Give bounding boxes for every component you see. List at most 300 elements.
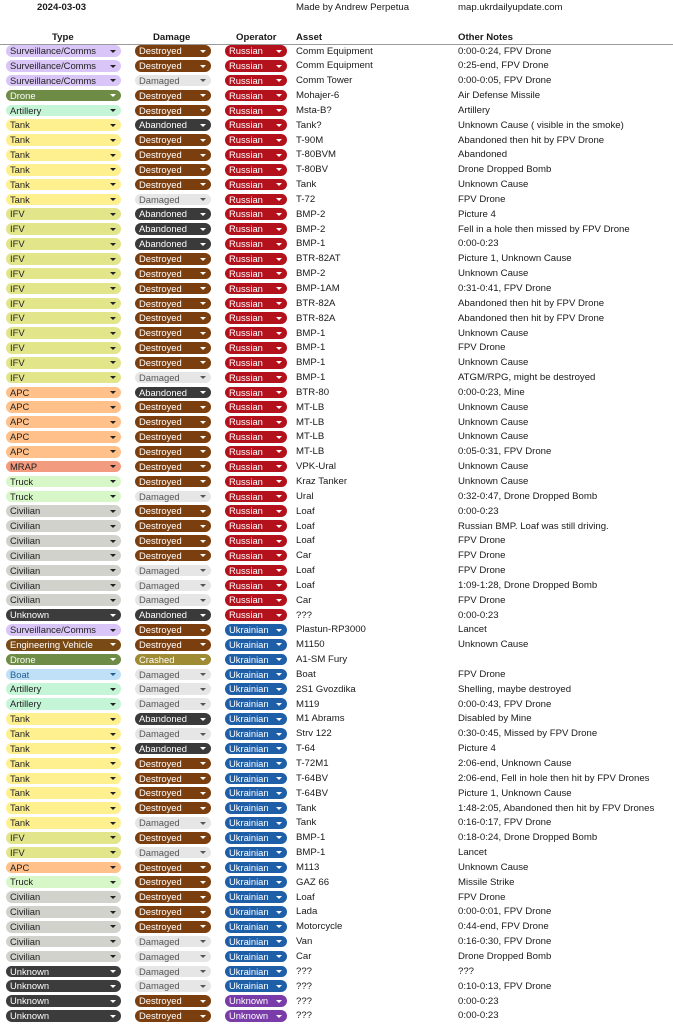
chevron-down-icon xyxy=(110,213,116,216)
operator-dropdown[interactable] xyxy=(225,891,287,903)
operator-dropdown[interactable] xyxy=(225,832,287,844)
damage-value: Abandoned xyxy=(139,713,187,725)
asset-cell: Van xyxy=(296,936,313,948)
chevron-down-icon xyxy=(110,406,116,409)
type-dropdown[interactable] xyxy=(6,683,121,695)
operator-dropdown[interactable] xyxy=(225,580,287,592)
type-dropdown[interactable] xyxy=(6,832,121,844)
operator-dropdown[interactable] xyxy=(225,431,287,443)
damage-dropdown[interactable] xyxy=(135,787,211,799)
operator-value: Ukrainian xyxy=(229,713,269,725)
operator-dropdown[interactable] xyxy=(225,372,287,384)
type-dropdown[interactable] xyxy=(6,283,121,295)
type-dropdown[interactable] xyxy=(6,342,121,354)
damage-dropdown[interactable] xyxy=(135,832,211,844)
type-dropdown[interactable] xyxy=(6,743,121,755)
asset-cell: Tank? xyxy=(296,119,322,131)
asset-cell: Car xyxy=(296,594,312,606)
operator-dropdown[interactable] xyxy=(225,179,287,191)
operator-dropdown[interactable] xyxy=(225,105,287,117)
table-row xyxy=(0,489,673,504)
type-dropdown[interactable] xyxy=(6,134,121,146)
type-dropdown[interactable] xyxy=(6,995,121,1007)
type-dropdown[interactable] xyxy=(6,164,121,176)
operator-value: Russian xyxy=(229,163,263,175)
damage-dropdown[interactable] xyxy=(135,312,211,324)
damage-dropdown[interactable] xyxy=(135,446,211,458)
type-dropdown[interactable] xyxy=(6,594,121,606)
chevron-down-icon xyxy=(276,154,282,157)
operator-dropdown[interactable] xyxy=(225,505,287,517)
chevron-down-icon xyxy=(200,258,206,261)
type-value: Boat xyxy=(10,668,30,680)
damage-dropdown[interactable] xyxy=(135,802,211,814)
damage-dropdown[interactable] xyxy=(135,1010,211,1022)
notes-cell: Unknown Cause xyxy=(458,461,529,473)
damage-dropdown[interactable] xyxy=(135,565,211,577)
chevron-down-icon xyxy=(200,554,206,557)
damage-dropdown[interactable] xyxy=(135,134,211,146)
chevron-down-icon xyxy=(276,599,282,602)
type-dropdown[interactable] xyxy=(6,119,121,131)
header-notes: Other Notes xyxy=(458,32,513,43)
operator-dropdown[interactable] xyxy=(225,387,287,399)
damage-dropdown[interactable] xyxy=(135,609,211,621)
chevron-down-icon xyxy=(110,658,116,661)
operator-dropdown[interactable] xyxy=(225,609,287,621)
type-value: Civilian xyxy=(10,950,41,962)
damage-dropdown[interactable] xyxy=(135,164,211,176)
operator-dropdown[interactable] xyxy=(225,966,287,978)
chevron-down-icon xyxy=(200,822,206,825)
chevron-down-icon xyxy=(276,465,282,468)
chevron-down-icon xyxy=(200,599,206,602)
type-dropdown[interactable] xyxy=(6,149,121,161)
operator-dropdown[interactable] xyxy=(225,639,287,651)
notes-cell: Unknown Cause xyxy=(458,416,529,428)
damage-dropdown[interactable] xyxy=(135,639,211,651)
notes-cell: 0:16-0:30, FPV Drone xyxy=(458,936,552,948)
type-value: Truck xyxy=(10,475,34,487)
top-bar xyxy=(0,0,673,16)
chevron-down-icon xyxy=(276,718,282,721)
damage-dropdown[interactable] xyxy=(135,594,211,606)
chevron-down-icon xyxy=(276,495,282,498)
damage-value: Damaged xyxy=(139,564,180,576)
damage-dropdown[interactable] xyxy=(135,966,211,978)
damage-value: Destroyed xyxy=(139,104,182,116)
type-value: Civilian xyxy=(10,594,41,606)
type-dropdown[interactable] xyxy=(6,669,121,681)
operator-dropdown[interactable] xyxy=(225,401,287,413)
type-dropdown[interactable] xyxy=(6,45,121,57)
chevron-down-icon xyxy=(110,332,116,335)
type-dropdown[interactable] xyxy=(6,787,121,799)
type-dropdown[interactable] xyxy=(6,327,121,339)
notes-cell: 0:00-0:43, FPV Drone xyxy=(458,698,552,710)
damage-value: Damaged xyxy=(139,668,180,680)
operator-dropdown[interactable] xyxy=(225,342,287,354)
chevron-down-icon xyxy=(110,198,116,201)
type-dropdown[interactable] xyxy=(6,847,121,859)
operator-dropdown[interactable] xyxy=(225,164,287,176)
chevron-down-icon xyxy=(110,747,116,750)
chevron-down-icon xyxy=(200,332,206,335)
type-dropdown[interactable] xyxy=(6,906,121,918)
damage-dropdown[interactable] xyxy=(135,119,211,131)
notes-cell: 0:00-0:23 xyxy=(458,995,499,1007)
table-row xyxy=(0,415,673,430)
type-dropdown[interactable] xyxy=(6,401,121,413)
type-value: IFV xyxy=(10,282,25,294)
type-dropdown[interactable] xyxy=(6,387,121,399)
operator-dropdown[interactable] xyxy=(225,698,287,710)
damage-dropdown[interactable] xyxy=(135,179,211,191)
asset-cell: Car xyxy=(296,950,312,962)
asset-cell: Tank xyxy=(296,817,317,829)
operator-dropdown[interactable] xyxy=(225,876,287,888)
type-dropdown[interactable] xyxy=(6,238,121,250)
damage-dropdown[interactable] xyxy=(135,208,211,220)
damage-dropdown[interactable] xyxy=(135,372,211,384)
operator-dropdown[interactable] xyxy=(225,90,287,102)
damage-dropdown[interactable] xyxy=(135,283,211,295)
operator-dropdown[interactable] xyxy=(225,728,287,740)
type-value: Engineering Vehicle xyxy=(10,638,93,650)
type-dropdown[interactable] xyxy=(6,312,121,324)
damage-dropdown[interactable] xyxy=(135,327,211,339)
type-dropdown[interactable] xyxy=(6,520,121,532)
chevron-down-icon xyxy=(276,584,282,587)
damage-dropdown[interactable] xyxy=(135,713,211,725)
operator-dropdown[interactable] xyxy=(225,149,287,161)
type-dropdown[interactable] xyxy=(6,90,121,102)
damage-dropdown[interactable] xyxy=(135,505,211,517)
operator-value: Ukrainian xyxy=(229,653,269,665)
damage-dropdown[interactable] xyxy=(135,817,211,829)
operator-dropdown[interactable] xyxy=(225,194,287,206)
type-dropdown[interactable] xyxy=(6,980,121,992)
damage-dropdown[interactable] xyxy=(135,921,211,933)
damage-value: Abandoned xyxy=(139,742,187,754)
damage-value: Destroyed xyxy=(139,520,182,532)
damage-dropdown[interactable] xyxy=(135,698,211,710)
damage-dropdown[interactable] xyxy=(135,461,211,473)
operator-dropdown[interactable] xyxy=(225,119,287,131)
chevron-down-icon xyxy=(200,94,206,97)
type-dropdown[interactable] xyxy=(6,654,121,666)
chevron-down-icon xyxy=(110,985,116,988)
asset-cell: BMP-1 xyxy=(296,342,326,354)
operator-dropdown[interactable] xyxy=(225,921,287,933)
damage-dropdown[interactable] xyxy=(135,951,211,963)
header-damage: Damage xyxy=(153,32,191,43)
operator-dropdown[interactable] xyxy=(225,45,287,57)
type-value: Civilian xyxy=(10,549,41,561)
operator-dropdown[interactable] xyxy=(225,906,287,918)
type-dropdown[interactable] xyxy=(6,802,121,814)
type-dropdown[interactable] xyxy=(6,728,121,740)
type-dropdown[interactable] xyxy=(6,491,121,503)
type-dropdown[interactable] xyxy=(6,565,121,577)
operator-dropdown[interactable] xyxy=(225,995,287,1007)
operator-value: Russian xyxy=(229,178,263,190)
operator-dropdown[interactable] xyxy=(225,847,287,859)
damage-dropdown[interactable] xyxy=(135,550,211,562)
type-dropdown[interactable] xyxy=(6,223,121,235)
operator-dropdown[interactable] xyxy=(225,951,287,963)
operator-dropdown[interactable] xyxy=(225,594,287,606)
type-dropdown[interactable] xyxy=(6,698,121,710)
operator-dropdown[interactable] xyxy=(225,75,287,87)
damage-dropdown[interactable] xyxy=(135,401,211,413)
type-dropdown[interactable] xyxy=(6,550,121,562)
asset-cell: Loaf xyxy=(296,579,315,591)
notes-cell: Abandoned then hit by FPV Drone xyxy=(458,312,605,324)
damage-dropdown[interactable] xyxy=(135,654,211,666)
operator-dropdown[interactable] xyxy=(225,817,287,829)
damage-dropdown[interactable] xyxy=(135,298,211,310)
asset-cell: Tank xyxy=(296,802,317,814)
type-value: Surveillance/Comms xyxy=(10,74,96,86)
asset-cell: MT-LB xyxy=(296,416,325,428)
operator-dropdown[interactable] xyxy=(225,565,287,577)
operator-dropdown[interactable] xyxy=(225,223,287,235)
operator-dropdown[interactable] xyxy=(225,491,287,503)
type-dropdown[interactable] xyxy=(6,446,121,458)
type-dropdown[interactable] xyxy=(6,891,121,903)
type-dropdown[interactable] xyxy=(6,817,121,829)
damage-dropdown[interactable] xyxy=(135,773,211,785)
type-dropdown[interactable] xyxy=(6,253,121,265)
type-dropdown[interactable] xyxy=(6,936,121,948)
operator-dropdown[interactable] xyxy=(225,980,287,992)
damage-dropdown[interactable] xyxy=(135,995,211,1007)
chevron-down-icon xyxy=(276,688,282,691)
operator-dropdown[interactable] xyxy=(225,520,287,532)
table-row xyxy=(0,445,673,460)
asset-cell: BMP-1 xyxy=(296,238,326,250)
damage-dropdown[interactable] xyxy=(135,491,211,503)
operator-dropdown[interactable] xyxy=(225,134,287,146)
damage-dropdown[interactable] xyxy=(135,253,211,265)
damage-value: Destroyed xyxy=(139,861,182,873)
operator-value: Ukrainian xyxy=(229,728,269,739)
type-dropdown[interactable] xyxy=(6,921,121,933)
operator-dropdown[interactable] xyxy=(225,327,287,339)
damage-dropdown[interactable] xyxy=(135,194,211,206)
type-dropdown[interactable] xyxy=(6,372,121,384)
operator-value: Unknown xyxy=(229,995,269,1007)
damage-dropdown[interactable] xyxy=(135,580,211,592)
asset-cell: BTR-82A xyxy=(296,312,336,324)
operator-dropdown[interactable] xyxy=(225,268,287,280)
operator-value: Russian xyxy=(229,609,263,621)
operator-dropdown[interactable] xyxy=(225,773,287,785)
damage-dropdown[interactable] xyxy=(135,238,211,250)
type-dropdown[interactable] xyxy=(6,951,121,963)
operator-dropdown[interactable] xyxy=(225,713,287,725)
damage-dropdown[interactable] xyxy=(135,980,211,992)
chevron-down-icon xyxy=(110,124,116,127)
damage-value: Damaged xyxy=(139,965,180,977)
type-dropdown[interactable] xyxy=(6,268,121,280)
damage-dropdown[interactable] xyxy=(135,906,211,918)
type-dropdown[interactable] xyxy=(6,105,121,117)
operator-dropdown[interactable] xyxy=(225,624,287,636)
operator-value: Russian xyxy=(229,460,263,472)
type-dropdown[interactable] xyxy=(6,624,121,636)
operator-dropdown[interactable] xyxy=(225,802,287,814)
damage-value: Destroyed xyxy=(139,312,182,324)
table-row xyxy=(0,282,673,297)
chevron-down-icon xyxy=(200,540,206,543)
damage-value: Abandoned xyxy=(139,208,187,220)
operator-dropdown[interactable] xyxy=(225,654,287,666)
damage-value: Destroyed xyxy=(139,327,182,339)
damage-dropdown[interactable] xyxy=(135,268,211,280)
damage-dropdown[interactable] xyxy=(135,876,211,888)
chevron-down-icon xyxy=(200,614,206,617)
type-dropdown[interactable] xyxy=(6,431,121,443)
type-dropdown[interactable] xyxy=(6,476,121,488)
operator-dropdown[interactable] xyxy=(225,253,287,265)
chevron-down-icon xyxy=(276,139,282,142)
operator-dropdown[interactable] xyxy=(225,60,287,72)
operator-dropdown[interactable] xyxy=(225,357,287,369)
damage-dropdown[interactable] xyxy=(135,683,211,695)
chevron-down-icon xyxy=(200,1000,206,1003)
damage-dropdown[interactable] xyxy=(135,45,211,57)
operator-dropdown[interactable] xyxy=(225,238,287,250)
damage-dropdown[interactable] xyxy=(135,387,211,399)
chevron-down-icon xyxy=(200,287,206,290)
type-value: IFV xyxy=(10,356,25,368)
type-dropdown[interactable] xyxy=(6,713,121,725)
type-dropdown[interactable] xyxy=(6,862,121,874)
damage-dropdown[interactable] xyxy=(135,105,211,117)
type-dropdown[interactable] xyxy=(6,758,121,770)
operator-dropdown[interactable] xyxy=(225,535,287,547)
chevron-down-icon xyxy=(276,940,282,943)
damage-value: Destroyed xyxy=(139,149,182,161)
type-dropdown[interactable] xyxy=(6,60,121,72)
chevron-down-icon xyxy=(276,807,282,810)
chevron-down-icon xyxy=(110,629,116,632)
damage-dropdown[interactable] xyxy=(135,728,211,740)
operator-dropdown[interactable] xyxy=(225,461,287,473)
damage-dropdown[interactable] xyxy=(135,75,211,87)
operator-value: Russian xyxy=(229,312,263,324)
type-dropdown[interactable] xyxy=(6,416,121,428)
operator-dropdown[interactable] xyxy=(225,683,287,695)
damage-dropdown[interactable] xyxy=(135,669,211,681)
table-row xyxy=(0,237,673,252)
table-row xyxy=(0,163,673,178)
type-dropdown[interactable] xyxy=(6,208,121,220)
chevron-down-icon xyxy=(110,361,116,364)
damage-dropdown[interactable] xyxy=(135,149,211,161)
operator-value: Russian xyxy=(229,193,263,205)
chevron-down-icon xyxy=(200,955,206,958)
damage-dropdown[interactable] xyxy=(135,416,211,428)
operator-dropdown[interactable] xyxy=(225,1010,287,1022)
type-dropdown[interactable] xyxy=(6,298,121,310)
table-row xyxy=(0,593,673,608)
type-dropdown[interactable] xyxy=(6,194,121,206)
damage-dropdown[interactable] xyxy=(135,862,211,874)
chevron-down-icon xyxy=(110,480,116,483)
damage-dropdown[interactable] xyxy=(135,847,211,859)
type-dropdown[interactable] xyxy=(6,580,121,592)
operator-dropdown[interactable] xyxy=(225,550,287,562)
type-dropdown[interactable] xyxy=(6,773,121,785)
type-value: Tank xyxy=(10,713,30,725)
type-dropdown[interactable] xyxy=(6,639,121,651)
notes-cell: FPV Drone xyxy=(458,342,506,354)
operator-dropdown[interactable] xyxy=(225,669,287,681)
damage-dropdown[interactable] xyxy=(135,357,211,369)
operator-dropdown[interactable] xyxy=(225,743,287,755)
operator-dropdown[interactable] xyxy=(225,208,287,220)
loss-table xyxy=(0,44,673,1024)
type-dropdown[interactable] xyxy=(6,357,121,369)
chevron-down-icon xyxy=(200,851,206,854)
operator-dropdown[interactable] xyxy=(225,298,287,310)
operator-dropdown[interactable] xyxy=(225,283,287,295)
damage-dropdown[interactable] xyxy=(135,90,211,102)
damage-dropdown[interactable] xyxy=(135,891,211,903)
notes-cell: 0:00-0:23 xyxy=(458,1010,499,1022)
damage-dropdown[interactable] xyxy=(135,223,211,235)
type-dropdown[interactable] xyxy=(6,75,121,87)
type-dropdown[interactable] xyxy=(6,505,121,517)
operator-dropdown[interactable] xyxy=(225,862,287,874)
damage-dropdown[interactable] xyxy=(135,758,211,770)
operator-value: Russian xyxy=(229,238,263,250)
damage-dropdown[interactable] xyxy=(135,520,211,532)
type-dropdown[interactable] xyxy=(6,535,121,547)
type-dropdown[interactable] xyxy=(6,609,121,621)
type-dropdown[interactable] xyxy=(6,461,121,473)
damage-dropdown[interactable] xyxy=(135,431,211,443)
operator-dropdown[interactable] xyxy=(225,758,287,770)
damage-dropdown[interactable] xyxy=(135,476,211,488)
damage-dropdown[interactable] xyxy=(135,60,211,72)
damage-dropdown[interactable] xyxy=(135,743,211,755)
type-value: Tank xyxy=(10,757,30,769)
table-row xyxy=(0,474,673,489)
damage-dropdown[interactable] xyxy=(135,342,211,354)
type-dropdown[interactable] xyxy=(6,179,121,191)
type-value: Artillery xyxy=(10,104,42,116)
chevron-down-icon xyxy=(110,970,116,973)
damage-dropdown[interactable] xyxy=(135,624,211,636)
operator-dropdown[interactable] xyxy=(225,476,287,488)
operator-dropdown[interactable] xyxy=(225,446,287,458)
type-dropdown[interactable] xyxy=(6,1010,121,1022)
type-dropdown[interactable] xyxy=(6,966,121,978)
operator-dropdown[interactable] xyxy=(225,936,287,948)
table-row xyxy=(0,267,673,282)
chevron-down-icon xyxy=(276,673,282,676)
operator-dropdown[interactable] xyxy=(225,787,287,799)
operator-dropdown[interactable] xyxy=(225,312,287,324)
damage-dropdown[interactable] xyxy=(135,936,211,948)
type-dropdown[interactable] xyxy=(6,876,121,888)
damage-dropdown[interactable] xyxy=(135,535,211,547)
operator-dropdown[interactable] xyxy=(225,416,287,428)
